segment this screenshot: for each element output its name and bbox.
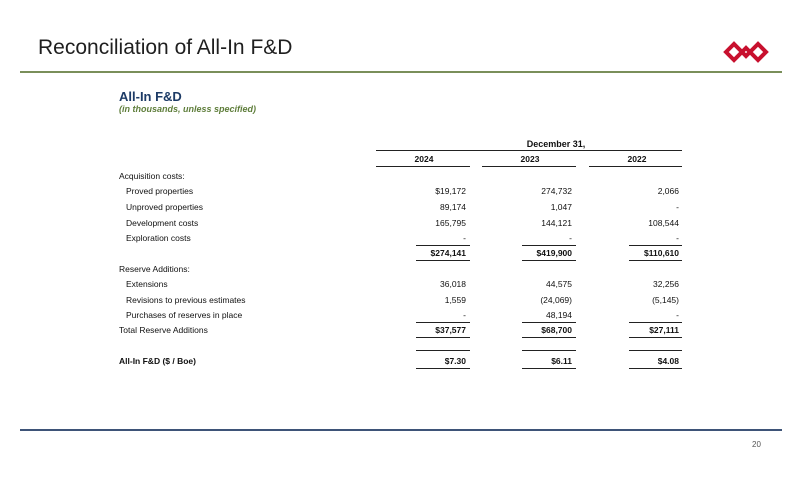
row-label: All-In F&D ($ / Boe)	[119, 356, 196, 366]
company-logo-icon	[722, 40, 770, 64]
cell-value: 32,256	[653, 279, 679, 289]
group-label: Reserve Additions:	[119, 264, 190, 274]
cell-value: -	[463, 233, 466, 243]
fd-bottom-rule	[522, 368, 576, 369]
cell-value: 144,121	[541, 218, 572, 228]
year-header: 2023	[520, 154, 540, 164]
year-underline	[589, 166, 682, 167]
group-label: Acquisition costs:	[119, 171, 185, 181]
table-row	[0, 279, 800, 293]
subtotal-rule	[522, 245, 576, 246]
cell-value: -	[569, 233, 572, 243]
cell-value: 44,575	[546, 279, 572, 289]
fd-bottom-rule	[416, 368, 470, 369]
cell-value: 108,544	[648, 218, 679, 228]
cell-value: $27,111	[649, 325, 679, 335]
cell-value: (5,145)	[652, 295, 679, 305]
cell-value: $19,172	[435, 186, 466, 196]
row-label: Development costs	[126, 218, 199, 228]
row-label: Exploration costs	[126, 233, 191, 243]
cell-value: 1,559	[444, 295, 466, 305]
row-label: Proved properties	[126, 186, 194, 196]
year-header: 2022	[627, 154, 647, 164]
cell-value: $4.08	[657, 356, 679, 366]
section-title: All-In F&D	[119, 89, 182, 104]
total-rule	[416, 260, 470, 261]
table-row	[0, 186, 800, 200]
year-header: 2024	[414, 154, 434, 164]
row-label: Revisions to previous estimates	[126, 295, 246, 305]
cell-value: $419,900	[536, 248, 572, 258]
header-divider	[20, 71, 782, 73]
cell-value: -	[463, 310, 466, 320]
table-row	[0, 295, 800, 309]
cell-value: 48,194	[546, 310, 572, 320]
total-rule	[522, 260, 576, 261]
total-rule	[629, 337, 682, 338]
cell-value: $6.11	[551, 356, 572, 366]
table-row	[0, 218, 800, 232]
total-rule	[416, 337, 470, 338]
table-row	[0, 171, 800, 185]
row-label: Extensions	[126, 279, 168, 289]
cell-value: $68,700	[541, 325, 572, 335]
fd-rule	[522, 350, 576, 351]
cell-value: $274,141	[430, 248, 466, 258]
footer-divider	[20, 429, 782, 431]
cell-value: -	[676, 202, 679, 212]
fd-rule	[416, 350, 470, 351]
cell-value: 2,066	[657, 186, 679, 196]
period-underline	[376, 150, 682, 151]
section-subtitle: (in thousands, unless specified)	[119, 104, 257, 114]
cell-value: -	[676, 310, 679, 320]
period-header: December 31,	[526, 139, 586, 149]
fd-bottom-rule	[629, 368, 682, 369]
total-rule	[522, 337, 576, 338]
cell-value: 165,795	[435, 218, 466, 228]
subtotal-rule	[522, 322, 576, 323]
fd-rule	[629, 350, 682, 351]
subtotal-rule	[629, 245, 682, 246]
subtotal-rule	[416, 322, 470, 323]
total-rule	[629, 260, 682, 261]
year-underline	[376, 166, 470, 167]
cell-value: $37,577	[435, 325, 466, 335]
cell-value: 36,018	[440, 279, 466, 289]
table-row	[0, 202, 800, 216]
cell-value: $7.30	[444, 356, 466, 366]
row-label: Unproved properties	[126, 202, 204, 212]
cell-value: $110,610	[644, 248, 679, 258]
year-underline	[482, 166, 576, 167]
subtotal-rule	[629, 322, 682, 323]
page-number: 20	[752, 440, 761, 449]
cell-value: -	[676, 233, 679, 243]
cell-value: 1,047	[550, 202, 572, 212]
table-row	[0, 264, 800, 278]
subtotal-rule	[416, 245, 470, 246]
row-label: Total Reserve Additions	[119, 325, 208, 335]
slide-title: Reconciliation of All-In F&D	[38, 36, 293, 59]
row-label: Purchases of reserves in place	[126, 310, 243, 320]
cell-value: (24,069)	[540, 295, 572, 305]
cell-value: 274,732	[541, 186, 572, 196]
cell-value: 89,174	[440, 202, 466, 212]
